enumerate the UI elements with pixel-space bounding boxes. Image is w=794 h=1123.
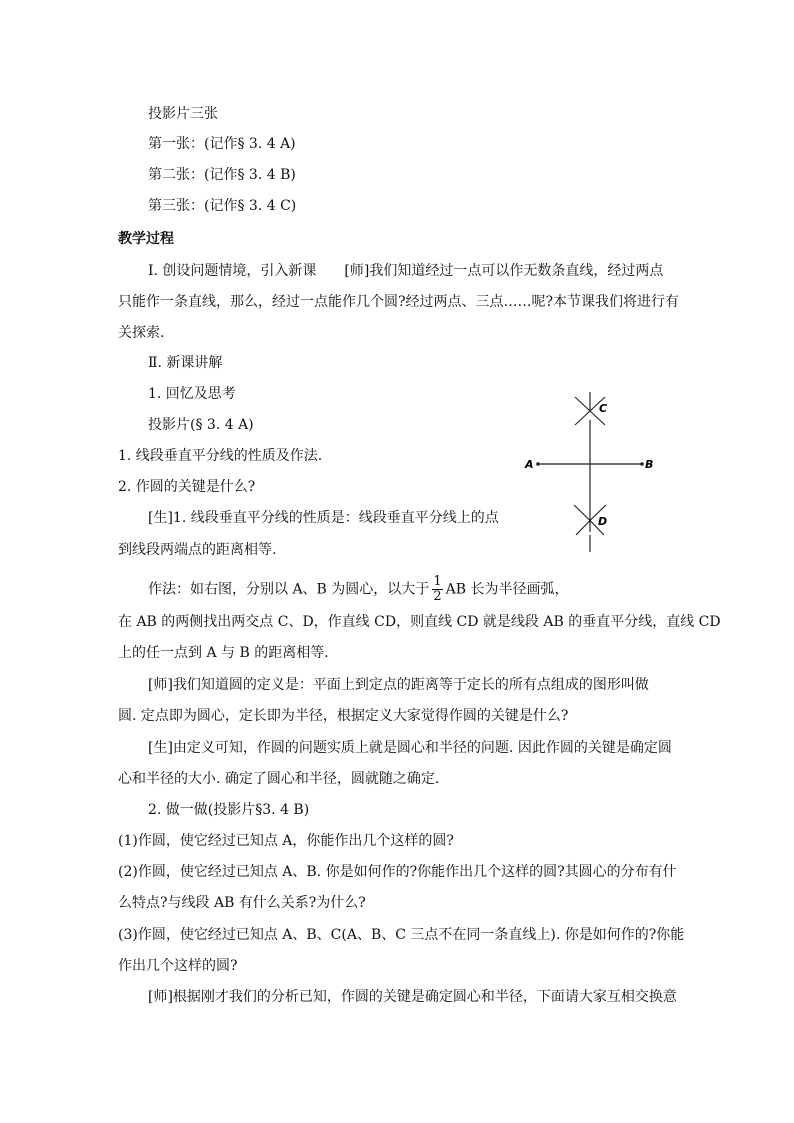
line-slide-2: 第二张：(记作§ 3. 4 B) bbox=[148, 167, 296, 183]
para-intro-1: Ⅰ. 创设问题情境，引入新课 [师]我们知道经过一点可以作无数条直线，经过两点 bbox=[148, 263, 664, 279]
construction-line-2: 在 AB 的两侧找出两交点 C、D，作直线 CD，则直线 CD 就是线段 AB 的垂直平分线，直线 CD bbox=[118, 614, 721, 630]
construction-text-post: AB 长为半径画弧， bbox=[445, 581, 569, 598]
line-slides: 投影片三张 bbox=[148, 106, 218, 122]
point-b bbox=[640, 462, 644, 466]
activity-3b: 作出几个这样的圆? bbox=[118, 958, 238, 974]
section-heading: 教学过程 bbox=[118, 231, 174, 247]
label-b: B bbox=[645, 458, 654, 471]
teacher-1b: 圆. 定点即为圆心，定长即为半径，根据定义大家觉得作圆的关键是什么? bbox=[118, 708, 569, 724]
label-c: C bbox=[599, 402, 608, 415]
para-intro-2: 只能作一条直线，那么，经过一点能作几个圆?经过两点、三点……呢?本节课我们将进行有 bbox=[118, 294, 680, 310]
answer-1a: [生]1. 线段垂直平分线的性质是：线段垂直平分线上的点 bbox=[148, 510, 499, 526]
fraction-numerator: 1 bbox=[433, 574, 442, 589]
activity-title: 2. 做一做(投影片§3. 4 B) bbox=[148, 802, 310, 818]
line-slide-1: 第一张：(记作§ 3. 4 A) bbox=[148, 136, 296, 152]
construction-line-3: 上的任一点到 A 与 B 的距离相等. bbox=[118, 645, 329, 661]
activity-2a: (2)作圆，使它经过已知点 A、B. 你是如何作的?你能作出几个这样的圆?其圆心的分布有什 bbox=[118, 864, 677, 880]
answer-1b: 到线段两端点的距离相等. bbox=[118, 542, 277, 558]
item-slide-a: 投影片(§ 3. 4 A) bbox=[148, 417, 254, 433]
activity-2b: 么特点?与线段 AB 有什么关系?为什么? bbox=[118, 895, 366, 911]
fraction-denominator: 2 bbox=[433, 589, 442, 604]
question-1: 1. 线段垂直平分线的性质及作法. bbox=[118, 448, 323, 464]
subsection-title: Ⅱ. 新课讲解 bbox=[148, 355, 223, 371]
student-2a: [生]由定义可知，作圆的问题实质上就是圆心和半径的问题. 因此作圆的关键是确定圆 bbox=[148, 740, 672, 756]
activity-1: (1)作圆，使它经过已知点 A，你能作出几个这样的圆? bbox=[118, 833, 454, 849]
point-a bbox=[536, 462, 540, 466]
student-2b: 心和半径的大小. 确定了圆心和半径，圆就随之确定. bbox=[118, 771, 440, 787]
teacher-1a: [师]我们知道圆的定义是：平面上到定点的距离等于定长的所有点组成的图形叫做 bbox=[148, 677, 649, 693]
teacher-2: [师]根据刚才我们的分析已知，作圆的关键是确定圆心和半径，下面请大家互相交换意 bbox=[148, 989, 677, 1005]
para-intro-3: 关探索. bbox=[118, 325, 165, 341]
activity-3a: (3)作圆，使它经过已知点 A、B、C(A、B、C 三点不在同一条直线上). 你是如何作的?你能 bbox=[118, 927, 685, 943]
label-d: D bbox=[598, 515, 608, 528]
item-recall: 1. 回忆及思考 bbox=[148, 386, 236, 402]
label-a: A bbox=[525, 458, 534, 471]
construction-text-pre: 作法：如右图，分别以 A、B 为圆心，以大于 bbox=[148, 581, 430, 598]
line-slide-3: 第三张：(记作§ 3. 4 C) bbox=[148, 198, 297, 214]
question-2: 2. 作圆的关键是什么? bbox=[118, 479, 256, 495]
